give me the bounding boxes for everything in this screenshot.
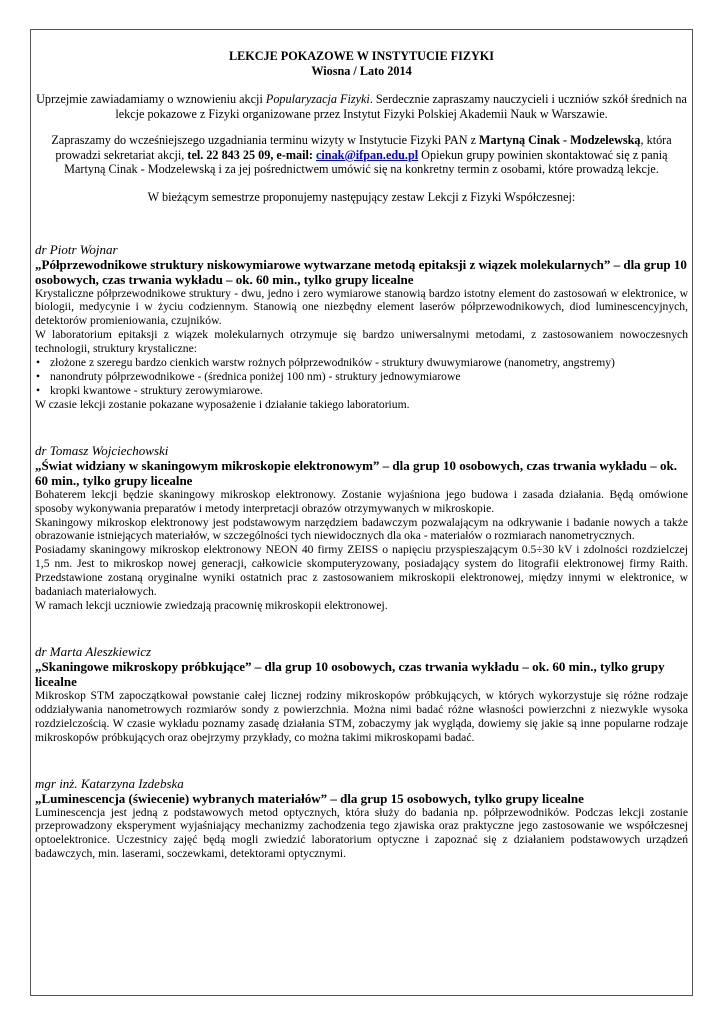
intro-text: , która prowadzi sekretariat akcji,: [55, 133, 672, 162]
lecture-description: Krystaliczne półprzewodnikowe struktury - dwu, jedno i zero wymiarowe stanowią bardzo istotny element do zastosowań w elektronice, w biologii, medycynie i w życiu codziennym. Stanowią one niezbędny element laserów półprzewodnikowych, diod luminescencyjnych, detektorów promieniowania, czujników.: [35, 286, 688, 328]
lecture-description: Skaningowy mikroskop elektronowy jest podstawowym narzędziem badawczym pozwalającym na odkrywanie i badanie nowych a także obrazowanie istniejących materiałów, w szczególności tych niewidocznych dla oka - materiałów o rozmiarach nanometrycznych.: [35, 515, 688, 543]
document-title: LEKCJE POKAZOWE W INSTYTUCIE FIZYKI: [228, 49, 495, 63]
lecture-description: W ramach lekcji uczniowie zwiedzają pracownię mikroskopii elektronowej.: [35, 598, 388, 612]
intro-text: . Serdecznie zapraszamy nauczycieli i uczniów szkół średnich na lekcje pokazowe z Fizyki organizowane przez Instytut Fizyki Polskiej Akademii Nauk w Warszawie.: [115, 92, 687, 121]
lecture-section: [35, 776, 688, 862]
intro-paragraph-1: [35, 92, 688, 121]
lecture-description: Bohaterem lekcji będzie skaningowy mikroskop elektronowy. Zostanie wyjaśniona jego budowa i zasada działania. Będą omówione sposoby wykonywania preparatów i metody interpretacji obrazów otrzymywanych w mikroskopie.: [35, 487, 688, 515]
lecture-title: „Skaningowe mikroskopy próbkujące” – dla grup 10 osobowych, czas trwania wykładu – ok. 60 min., tylko grupy licealne: [35, 658, 665, 689]
list-item: • kropki kwantowe - struktury zerowymiarowe.: [35, 384, 688, 398]
contact-email-link[interactable]: cinak@ifpan.edu.pl: [316, 147, 419, 162]
lecture-description: W laboratorium epitaksji z wiązek molekularnych otrzymuje się bardzo uniwersalnymi metodami, z zastosowaniem nowoczesnych technologii, struktury krystaliczne:: [35, 328, 688, 356]
contact-name: Martyną Cinak - Modzelewską: [479, 133, 641, 148]
lecture-title: „Luminescencja (świecenie) wybranych materiałów” – dla grup 15 osobowych, tylko grupy licealne: [35, 790, 584, 806]
lecture-title: „Świat widziany w skaningowym mikroskopie elektronowym” – dla grup 10 osobowych, czas trwania wykładu – ok. 60 min., tylko grupy licealne: [35, 457, 678, 488]
lecture-section: [35, 443, 688, 613]
page-frame: [30, 29, 693, 996]
lecture-description: Luminescencja jest jedną z podstawowych metod optycznych, która służy do badania np. półprzewodników. Podczas lekcji zostanie przeprowadzony eksperyment wyjaśniający mechanizmy zachodzenia tego zjawiska oraz praktyczne jego zastosowanie we współczesnej optoelektronice. Uczestnicy zajęć będą mogli zwiedzić laboratorium optyczne i zapoznać się z działaniem podstawowych urządzeń badawczych, min. laserami, soczewkami, detektorami optycznymi.: [35, 805, 688, 861]
lecture-description: Mikroskop STM zapoczątkował powstanie całej licznej rodziny mikroskopów próbkujących, w których wykorzystuje się różne rodzaje oddziaływania nanometrowych rozmiarów sondy z powierzchnia. Można nimi badać różne własności powierzchni z niezwykle wysoka rozdzielczością. W czasie wykładu poznamy zasadę działania STM, zobaczymy jak wygląda, dowiemy się jakie są inne popularne rodzaje mikroskopów próbkujących oraz obejrzymy przykłady, co można takimi mikroskopami badać.: [35, 688, 688, 744]
campaign-name: Popularyzacja Fizyki: [265, 92, 370, 106]
contact-phone: tel. 22 843 25 09, e-mail:: [187, 147, 317, 162]
intro-paragraph-3: W bieżącym semestrze proponujemy następujący zestaw Lekcji z Fizyki Współczesnej:: [147, 189, 576, 204]
intro-text: Opiekun grupy powinien skontaktować się z panią Martyną Cinak - Modzelewską i za jej pośrednictwem umówić się na konkretny termin z osobami, które prowadzą lekcje.: [64, 147, 668, 177]
document-body: [35, 49, 688, 861]
intro-text: Zapraszamy do wcześniejszego uzgadniania terminu wizyty w Instytucie Fizyki PAN z: [51, 133, 480, 148]
lecture-author: dr Tomasz Wojciechowski: [35, 442, 169, 458]
lecture-title: „Półprzewodnikowe struktury niskowymiarowe wytwarzane metodą epitaksji z wiązek molekularnych” – dla grup 10 osobowych, czas trwania wykładu – ok. 60 min., tylko grupy licealne: [35, 256, 687, 287]
lecture-description: W czasie lekcji zostanie pokazane wyposażenie i działanie takiego laboratorium.: [35, 397, 410, 411]
document-subtitle: Wiosna / Lato 2014: [311, 63, 412, 78]
lecture-description: Posiadamy skaningowy mikroskop elektronowy NEON 40 firmy ZEISS o napięciu przyspieszającym 0.5÷30 kV i zdolności rozdzielczej 1,5 nm. Jest to mikroskop nowej generacji, całkowicie skomputeryzowany, posiadający system do litografii elektronowej firmy Raith. Przedstawione zostaną oryginalne wyniki ostatnich prac z zastosowaniem mikroskopii elektronowej, między innymi w elektronice, w badaniach materiałowych.: [35, 543, 688, 599]
lecture-author: dr Marta Aleszkiewicz: [35, 643, 152, 659]
lecture-author: dr Piotr Wojnar: [35, 241, 118, 257]
structure-list: [35, 356, 688, 398]
intro-paragraph-2: [35, 133, 688, 177]
list-item: • nanondruty półprzewodnikowe - (średnica poniżej 100 nm) - struktury jednowymiarowe: [35, 370, 688, 384]
lecture-author: mgr inż. Katarzyna Izdebska: [35, 775, 184, 791]
lecture-section: [35, 644, 688, 745]
list-item: • złożone z szeregu bardzo cienkich warstw rożnych półprzewodników - struktury dwuwymiarowe (nanometry, angstremy): [35, 356, 688, 370]
lecture-section: [35, 242, 688, 412]
intro-text: Uprzejmie zawiadamiamy o wznowieniu akcji: [36, 92, 266, 106]
